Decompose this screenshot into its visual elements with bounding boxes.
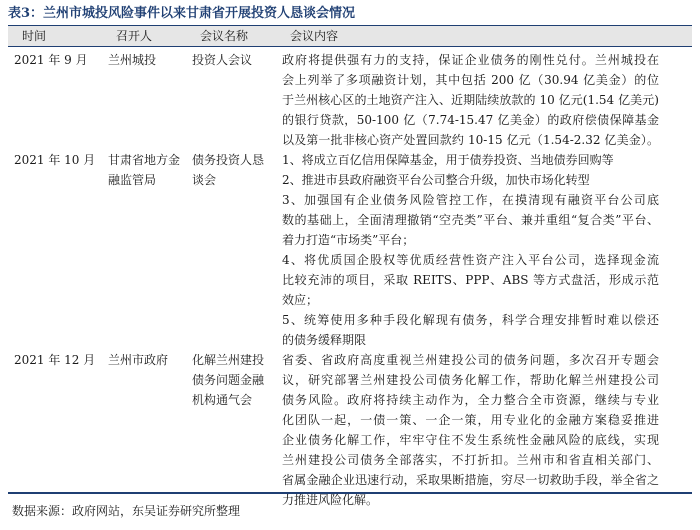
table-bottom-rule: [8, 492, 692, 494]
row-1-content: [282, 50, 659, 150]
row-3-content-line: 企业债务化解工作，牢牢守住不发生系统性金融风险的底线，实现: [282, 433, 659, 447]
table-title: 表3：兰州市城投风险事件以来甘肃省开展投资人恳谈会情况: [8, 6, 356, 21]
row-3-content: [282, 350, 659, 510]
header-meeting-name: 会议名称: [200, 29, 249, 43]
data-source-note: 数据来源：政府网站，东吴证券研究所整理: [12, 504, 241, 518]
row-2-host: [108, 150, 182, 190]
row-2-content-line: 2、推进市县政府融资平台公司整合升级，加快市场化转型: [282, 173, 590, 187]
row-1-content-line: 以及第一批非核心资产处置回款约 10-15 亿元（1.54-2.32 亿美金）。: [282, 133, 659, 147]
row-3-host: [108, 350, 182, 370]
row-2-content-line: 着力打造“市场类”平台；: [282, 233, 415, 247]
row-3-content-line: 省委、省政府高度重视兰州建投公司的债务问题，多次召开专题会: [282, 353, 659, 367]
row-1-meeting-line: 投资人会议: [192, 53, 253, 67]
row-2-content-line: 4、将优质国企股权等优质经营性资产注入平台公司，选择现金流: [282, 253, 659, 267]
row-2-meeting-line: 谈会: [192, 173, 217, 187]
row-2-content-line: 效应；: [282, 293, 319, 307]
row-3-content-line: 力推进风险化解。: [282, 493, 379, 507]
row-2-content-line: 比较充沛的项目，采取 REITS、PPP、ABS 等方式盘活，形成示范: [282, 273, 659, 287]
row-2-content-line: 3、加强国有企业债务风险管控工作，在摸清现有融资平台公司底: [282, 193, 659, 207]
header-host: 召开人: [116, 29, 153, 43]
row-3-content-line: 兰州建投公司债务全部落实，不打折扣。兰州市和省直相关部门、: [282, 453, 659, 467]
header-meeting-content: 会议内容: [290, 29, 339, 43]
row-3-meeting-line: 机构通气会: [192, 393, 253, 407]
table-title-bar: [8, 3, 692, 27]
row-2-content: [282, 150, 659, 350]
row-1-time: 2021 年 9 月: [14, 53, 88, 67]
row-2-meeting: [192, 150, 272, 190]
table-header-row: [8, 26, 692, 47]
row-1-meeting: [192, 50, 272, 70]
row-1-content-line: 会上列举了多项融资计划，其中包括 200 亿（30.94 亿美金）的位: [282, 73, 659, 87]
row-3-content-line: 省属金融企业迅速行动，采取果断措施，穷尽一切救助手段，举全省之: [282, 473, 659, 487]
row-1-content-line: 的银行贷款，50-100 亿（7.74-15.47 亿美金）的政府偿债保障基金: [282, 113, 659, 127]
row-3-host-line: 兰州市政府: [108, 353, 169, 367]
row-2-content-line: 5、统筹使用多种手段化解现有债务，科学合理安排暂时难以偿还: [282, 313, 659, 327]
header-time: 时间: [22, 29, 47, 43]
row-1-host-line: 兰州城投: [108, 53, 157, 67]
row-2-meeting-line: 债务投资人恳: [192, 153, 265, 167]
row-1-content-line: 政府将提供强有力的支持，保证企业债务的刚性兑付。兰州城投在: [282, 53, 659, 67]
row-3-content-line: 议，研究部署兰州建投公司债务化解工作，帮助化解兰州建投公司: [282, 373, 659, 387]
row-3-meeting-line: 债务问题金融: [192, 373, 265, 387]
row-3-meeting-line: 化解兰州建投: [192, 353, 265, 367]
row-1-content-line: 于兰州核心区的土地资产注入、近期陆续放款的 10 亿元(1.54 亿美元): [282, 93, 659, 107]
row-2-content-line: 的债务缓释期限: [282, 333, 367, 347]
row-3-meeting: [192, 350, 272, 410]
row-3-content-line: 债务风险。政府将持续主动作为，全力整合全市资源，继续与专业: [282, 393, 659, 407]
row-3-content-line: 化团队一起，一债一策、一企一策，用专业化的金融方案稳妥推进: [282, 413, 659, 427]
row-1-host: [108, 50, 182, 70]
row-2-time: 2021 年 10 月: [14, 153, 96, 167]
row-2-host-line: 甘肃省地方金: [108, 153, 181, 167]
row-2-content-line: 数的基础上，全面清理撤销“空壳类”平台、兼并重组“复合类”平台、: [282, 213, 659, 227]
row-3-time: 2021 年 12 月: [14, 353, 96, 367]
row-2-content-line: 1、将成立百亿信用保障基金，用于债券投资、当地债券回购等: [282, 153, 614, 167]
row-2-host-line: 融监管局: [108, 173, 157, 187]
